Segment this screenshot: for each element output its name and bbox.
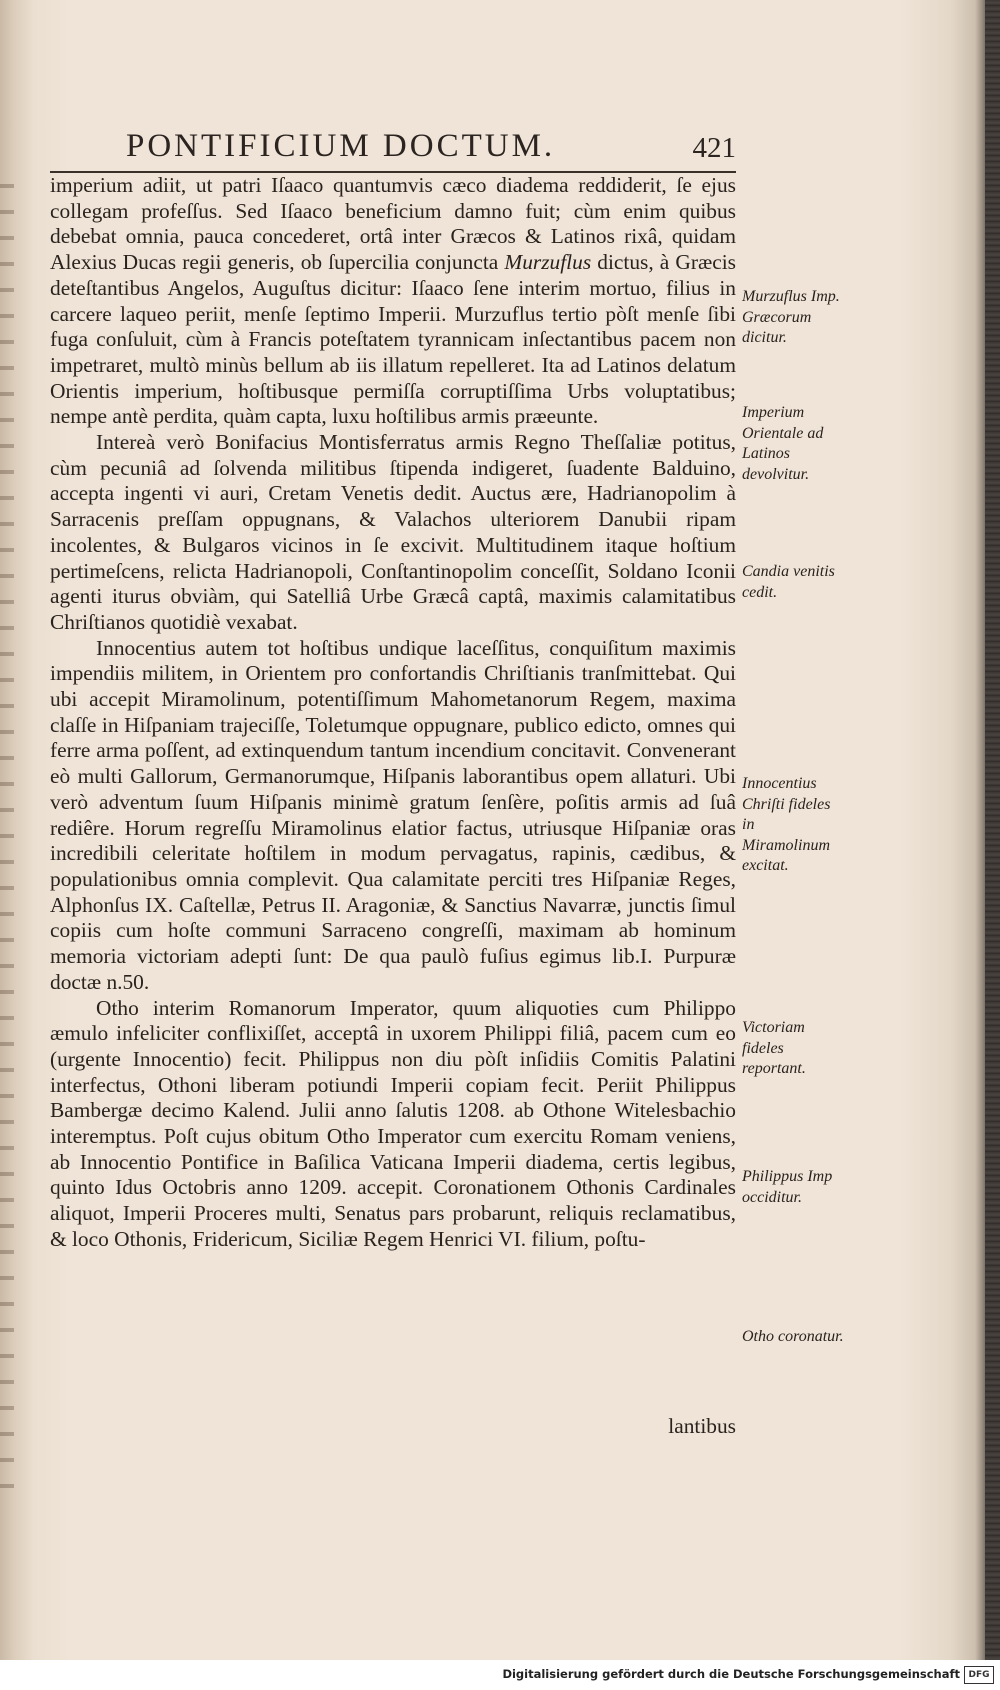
margin-note-imperium: Imperium Orientale ad Latinos devolvitur. <box>742 404 824 483</box>
dfg-logo: DFG <box>964 1666 994 1684</box>
paragraph-4: Otho interim Romanorum Imperator, quum aliquoties cum Philippo æmulo infeliciter conflixiſſet, acceptâ in uxorem Philippi filiâ, pacem cum eo (urgente Innocentio) fecit. Philippus non diu pòſt inſidiis Comitis Palatini interfectus, Othoni liberam potiundi Imperii copiam fecit. Periit Philippus Bambergæ decimo Kalend. Julii anno ſalutis 1208. ab Othone Witelesbachio interemptus. Poſt cujus obitum Otho Imperator cum exercitu Romam veniens, ab Innocentio Pontifice in Baſilica Vaticana Imperii diadema, certis legibus, quinto Idus Octobris anno 1209. accepit. Coronationem Othonis Cardinales aliquot, Imperii Proceres multi, Senatus pars probarunt, reliquis reclamatibus, & loco Othonis, Fridericum, Siciliæ Regem Henrici VI. filium, poſtu- <box>50 995 736 1251</box>
footer-bar <box>0 1666 1000 1690</box>
paragraph-1-part-a: imperium adiit, ut patri Iſaaco quantumvis cæco diadema reddiderit, ſe ejus collegam profeſſus. Sed Iſaaco beneficium damno fuit; cùm enim quibus debebat omnia, pauca concederet, ortâ inter Græcos & Latinos rixâ, quidam Alexius Ducas regii generis, ob ſupercilia conjuncta <box>50 173 736 275</box>
margin-note-candia: Candia venitis cedit. <box>742 563 835 601</box>
margin-note-victoriam: Victoriam fideles reportant. <box>742 1019 806 1077</box>
catchword: lantibus <box>668 1414 736 1438</box>
page-number: 421 <box>692 132 736 164</box>
running-head: PONTIFICIUM DOCTUM. <box>126 128 556 164</box>
page-edge-strip <box>985 0 1000 1660</box>
paragraph-3: Innocentius autem tot hoſtibus undique laceſſitus, conquiſitum maximis impendiis militem, in Orientem pro confortandis Chriſtianis tranſmittebat. Qui ubi accepit Miramolinum, potentiſſimum Mahometanorum Regem, maxima claſſe in Hiſpaniam trajeciſſe, Toletumque oppugnare, publico edicto, omnes qui ferre arma poſſent, ad extinquendum tantum incendium concitavit. Convenerant eò multi Gallorum, Germanorumque, Hiſpanis laborantibus opem allaturi. Ubi verò adventum ſuum Hiſpanis minimè gratum ſenſère, poſitis armis ad ſuâ rediêre. Horum regreſſu Miramolinus elatior factus, utriusque Hiſpaniæ oras incredibili celeritate hoſtilem in modum pervagatus, rapinis, cædibus, & populationibus omnia complevit. Qua calamitate perciti tres Hiſpaniæ Reges, Alphonſus IX. Caſtellæ, Petrus II. Aragoniæ, & Sanctius Navarræ, junctis ſimul copiis cum hoſte communi Sarraceno congreſſi, maximam ab hominum memoria victoriam adepti ſunt: De qua paulò fuſius egimus lib.I. Purpuræ doctæ n.50. <box>50 635 736 994</box>
main-text <box>50 173 736 1253</box>
paragraph-1-italic: Murzuflus <box>504 250 592 275</box>
margin-note-murzuflus: Murzuflus Imp. Græcorum dicitur. <box>742 288 840 346</box>
page-header <box>50 128 736 168</box>
margin-note-innocentius: Innocentius Chriſti fideles in Miramolinum excitat. <box>742 775 831 874</box>
paragraph-2: Intereà verò Bonifacius Montisferratus armis Regno Theſſaliæ potitus, cùm pecuniâ ad ſolvenda militibus ſtipenda indigeret, ſuadente Balduino, accepta ingenti vi auri, Cretam Venetis dedit. Auctus ære, Hadrianopolim à Sarracenis preſſam oppugnans, & Valachos ulteriorem Danubii ripam incolentes, & Bulgaros vicinos in ſe excivit. Multitudinem itaque hoſtium pertimeſcens, relicta Hadrianopoli, Conſtantinopolim conceſſit, Soldano Iconii agenti iturus obviàm, qui Satelliâ Urbe Græcâ captâ, maximis calamitatibus Chriſtianos quotidiè vexabat. <box>50 430 736 634</box>
paragraph-1-part-b: dictus, à Græcis deteſtantibus Angelos, Auguſtus dicitur: Iſaaco ſene interim mortuo, filius in carcere laqueo periit, menſe ſeptimo Imperii. Murzuflus tertio pòſt menſe ſibi fuga conſuluit, cùm à Francis poteſtatem tyrannicam inſectantibus pacem non impetraret, multò minùs bellum ab iis illatum repelleret. Ita ad Latinos delatum Orientis imperium, hoſtibusque permiſſa corruptiſſima Urbs voluptatibus; nempe antè perdita, quàm capta, luxu hoſtilibus armis præeunte. <box>50 250 736 429</box>
paragraph-1 <box>50 173 736 430</box>
previous-page-bleed <box>0 170 14 1490</box>
margin-note-otho: Otho coronatur. <box>742 1328 844 1345</box>
footer-credit: Digitalisierung gefördert durch die Deutsche Forschungsgemeinschaft <box>502 1667 960 1681</box>
margin-note-philippus: Philippus Imp occiditur. <box>742 1168 833 1206</box>
